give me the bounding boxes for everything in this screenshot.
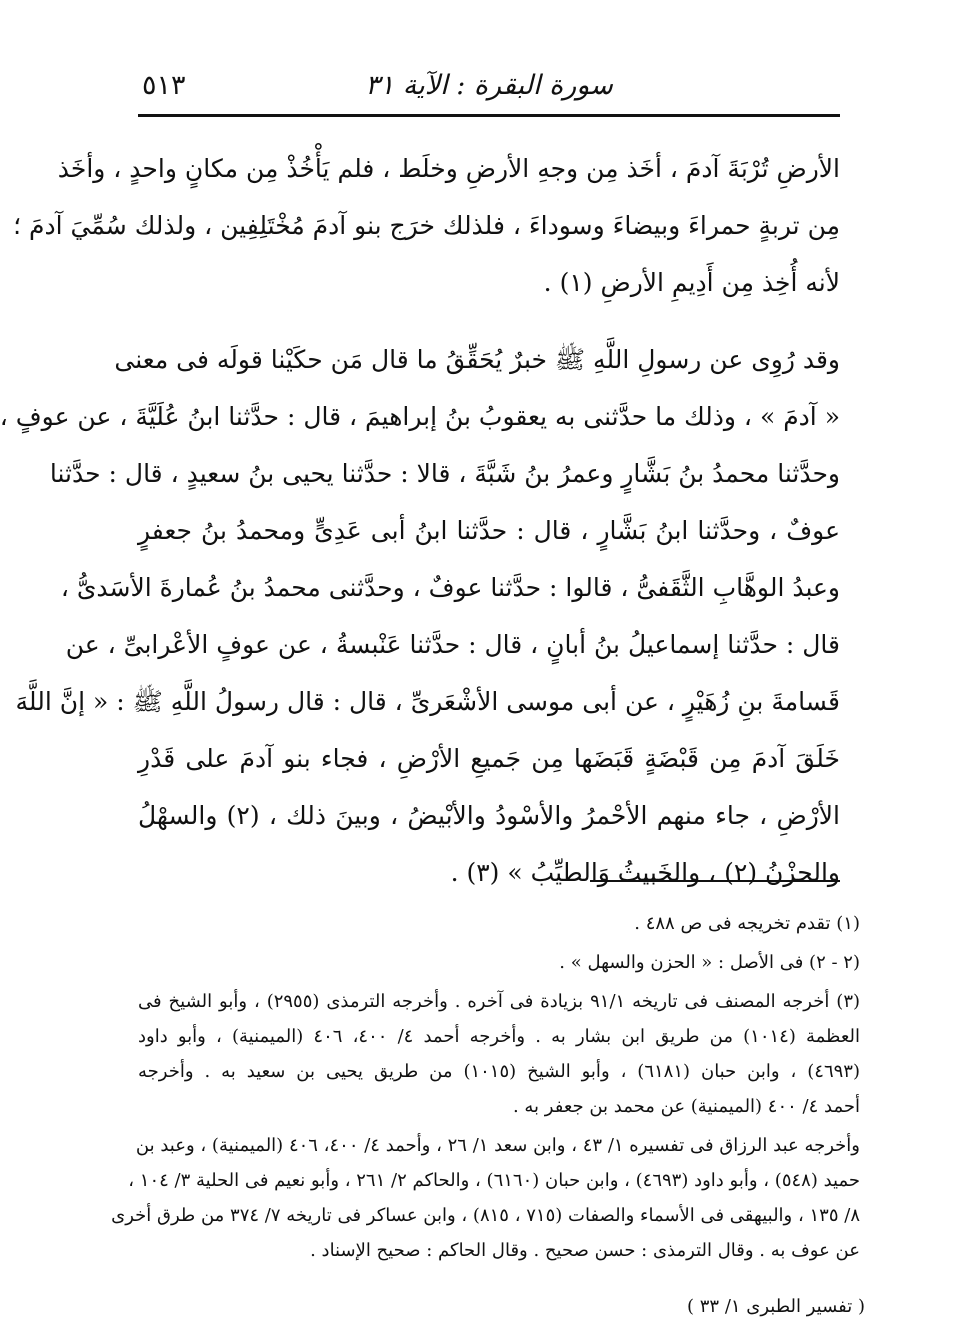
text-line: « آدمَ » ، وذلك ما حدَّثنى به يعقوبُ بنُ إبراهيمَ ، قال : حدَّثنا ابنُ عُلَيَّةَ ، عن عوفٍ ، — [0, 402, 840, 431]
footnote-3-continued — [111, 1128, 860, 1268]
text-line: الأرْضِ ، جاء منهم الأحْمرُ والأسْودُ والأبْيضُ ، وبينَ ذلك ، (٢) والسهْلُ — [138, 801, 840, 830]
footnote-line: (٢ - ٢) فى الأصل : « الحزن والسهل » . — [559, 952, 860, 973]
page-header — [138, 62, 840, 117]
footnote-2 — [138, 945, 860, 980]
text-line: الأرضِ تُرْبَةَ آدمَ ، أخَذ مِن وجهِ الأرضِ وخلَط ، فلم يَأْخُذْ مِن مكانٍ واحدٍ ، وأخَذ — [57, 154, 840, 183]
footnote-1 — [138, 906, 860, 941]
text-line: لأنه أُخِذ مِن أَدِيمِ الأرضِ (١) . — [543, 268, 840, 297]
footnote-line: (١) تقدم تخريجه فى ص ٤٨٨ . — [634, 913, 860, 934]
text-line: قَسامةَ بنِ زُهَيْرٍ ، عن أبى موسى الأشْعَرىِّ ، قال : قال رسولُ اللَّهِ ﷺ : « إنَّ اللَّهَ — [15, 687, 840, 716]
text-line: وعبدُ الوهَّابِ الثَّقَفىُّ ، قالوا : حدَّثنا عوفٌ ، وحدَّثنى محمدُ بنُ عُمارةَ الأسَدىُّ ، — [60, 573, 840, 602]
footnote-3 — [138, 984, 860, 1124]
footnote-separator — [590, 880, 840, 882]
footnote-line: حميد (٥٤٨) ، وأبو داود (٤٦٩٣) ، وابن حبان (٦١٦٠) ، والحاكم ٢/ ٢٦١ ، وأبو نعيم فى الحلية ٣/ ١٠٤ ، — [128, 1170, 860, 1191]
main-text — [0, 140, 840, 901]
text-line: وقد رُوِى عن رسولِ اللَّهِ ﷺ خبرٌ يُحَقِّقُ ما قال مَن حكَيْنا قولَه فى معنى — [114, 345, 840, 374]
text-line: والحزْنُ (٢) ، والخَبيثُ وَالطيِّبُ » (٣) . — [450, 858, 840, 887]
text-line: عوفٌ ، وحدَّثنا ابنُ بَشَّارٍ ، قال : حدَّثنا ابنُ أبى عَدِىٍّ ومحمدُ بنُ جعفرٍ — [138, 516, 840, 545]
footnote-line: ٨/ ١٣٥ ، والبيهقى فى الأسماء والصفات (٧١٥ ، ٨١٥) ، وابن عساكر فى تاريخه ٧/ ٣٧٤ من طرق أخرى — [111, 1205, 860, 1226]
footnote-line: أحمد ٤/ ٤٠٠ (الميمنية) عن محمد بن جعفر به . — [512, 1096, 860, 1117]
text-line: مِن تربةٍ حمراءَ وبيضاءَ وسوداءَ ، فلذلك خرَج بنو آدمَ مُخْتَلِفِين ، ولذلك سُمِّيَ آدمَ ؛ — [13, 211, 840, 240]
paragraph-2 — [0, 331, 840, 901]
text-line: قال : حدَّثنا إسماعيلُ بنُ أبانٍ ، قال : حدَّثنا عَنْبسةُ ، عن عوفٍ الأعْرابىِّ ، عن — [65, 630, 840, 659]
footnote-line: عن عوف به . وقال الترمذى : حسن صحيح . وقال الحاكم : صحيح الإسناد . — [310, 1240, 860, 1261]
footnotes — [111, 906, 861, 1272]
footnote-line: وأخرجه عبد الرزاق فى تفسيره ١/ ٤٣ ، وابن سعد ١/ ٢٦ ، وأحمد ٤/ ٤٠٠، ٤٠٦ (الميمنية) ، وعبد بن — [135, 1135, 860, 1156]
footnote-line: العظمة (١٠١٤) من طريق ابن بشار به . وأخرجه أحمد ٤/ ٤٠٠، ٤٠٦ (الميمنية) ، وأبو داود — [138, 1026, 860, 1047]
volume-reference: ( تفسير الطبرى ١/ ٣٣ ) — [687, 1296, 865, 1317]
footnote-line: (٣) أخرجه المصنف فى تاريخه ٩١/١ بزيادة فى آخره . وأخرجه الترمذى (٢٩٥٥) ، وأبو الشيخ فى — [138, 991, 861, 1012]
paragraph-1 — [13, 140, 840, 311]
text-line: خَلَقَ آدمَ مِن قَبْضَةٍ قَبَضَها مِن جَميعِ الأرْضِ ، فجاء بنو آدمَ على قَدْرِ — [138, 744, 840, 773]
page-number: ٥١٣ — [142, 70, 186, 101]
running-title: سورة البقرة : الآية ٣١ — [365, 70, 613, 101]
text-line: وحدَّثنا محمدُ بنُ بَشَّارٍ وعمرُ بنُ شَبَّةَ ، قالا : حدَّثنا يحيى بنُ سعيدٍ ، قال : حدَّثنا — [49, 459, 840, 488]
footnote-line: (٤٦٩٣) ، وابن حبان (٦١٨١) ، وأبو الشيخ (١٠١٥) من طريق يحيى بن سعيد به . وأخرجه — [138, 1061, 860, 1082]
